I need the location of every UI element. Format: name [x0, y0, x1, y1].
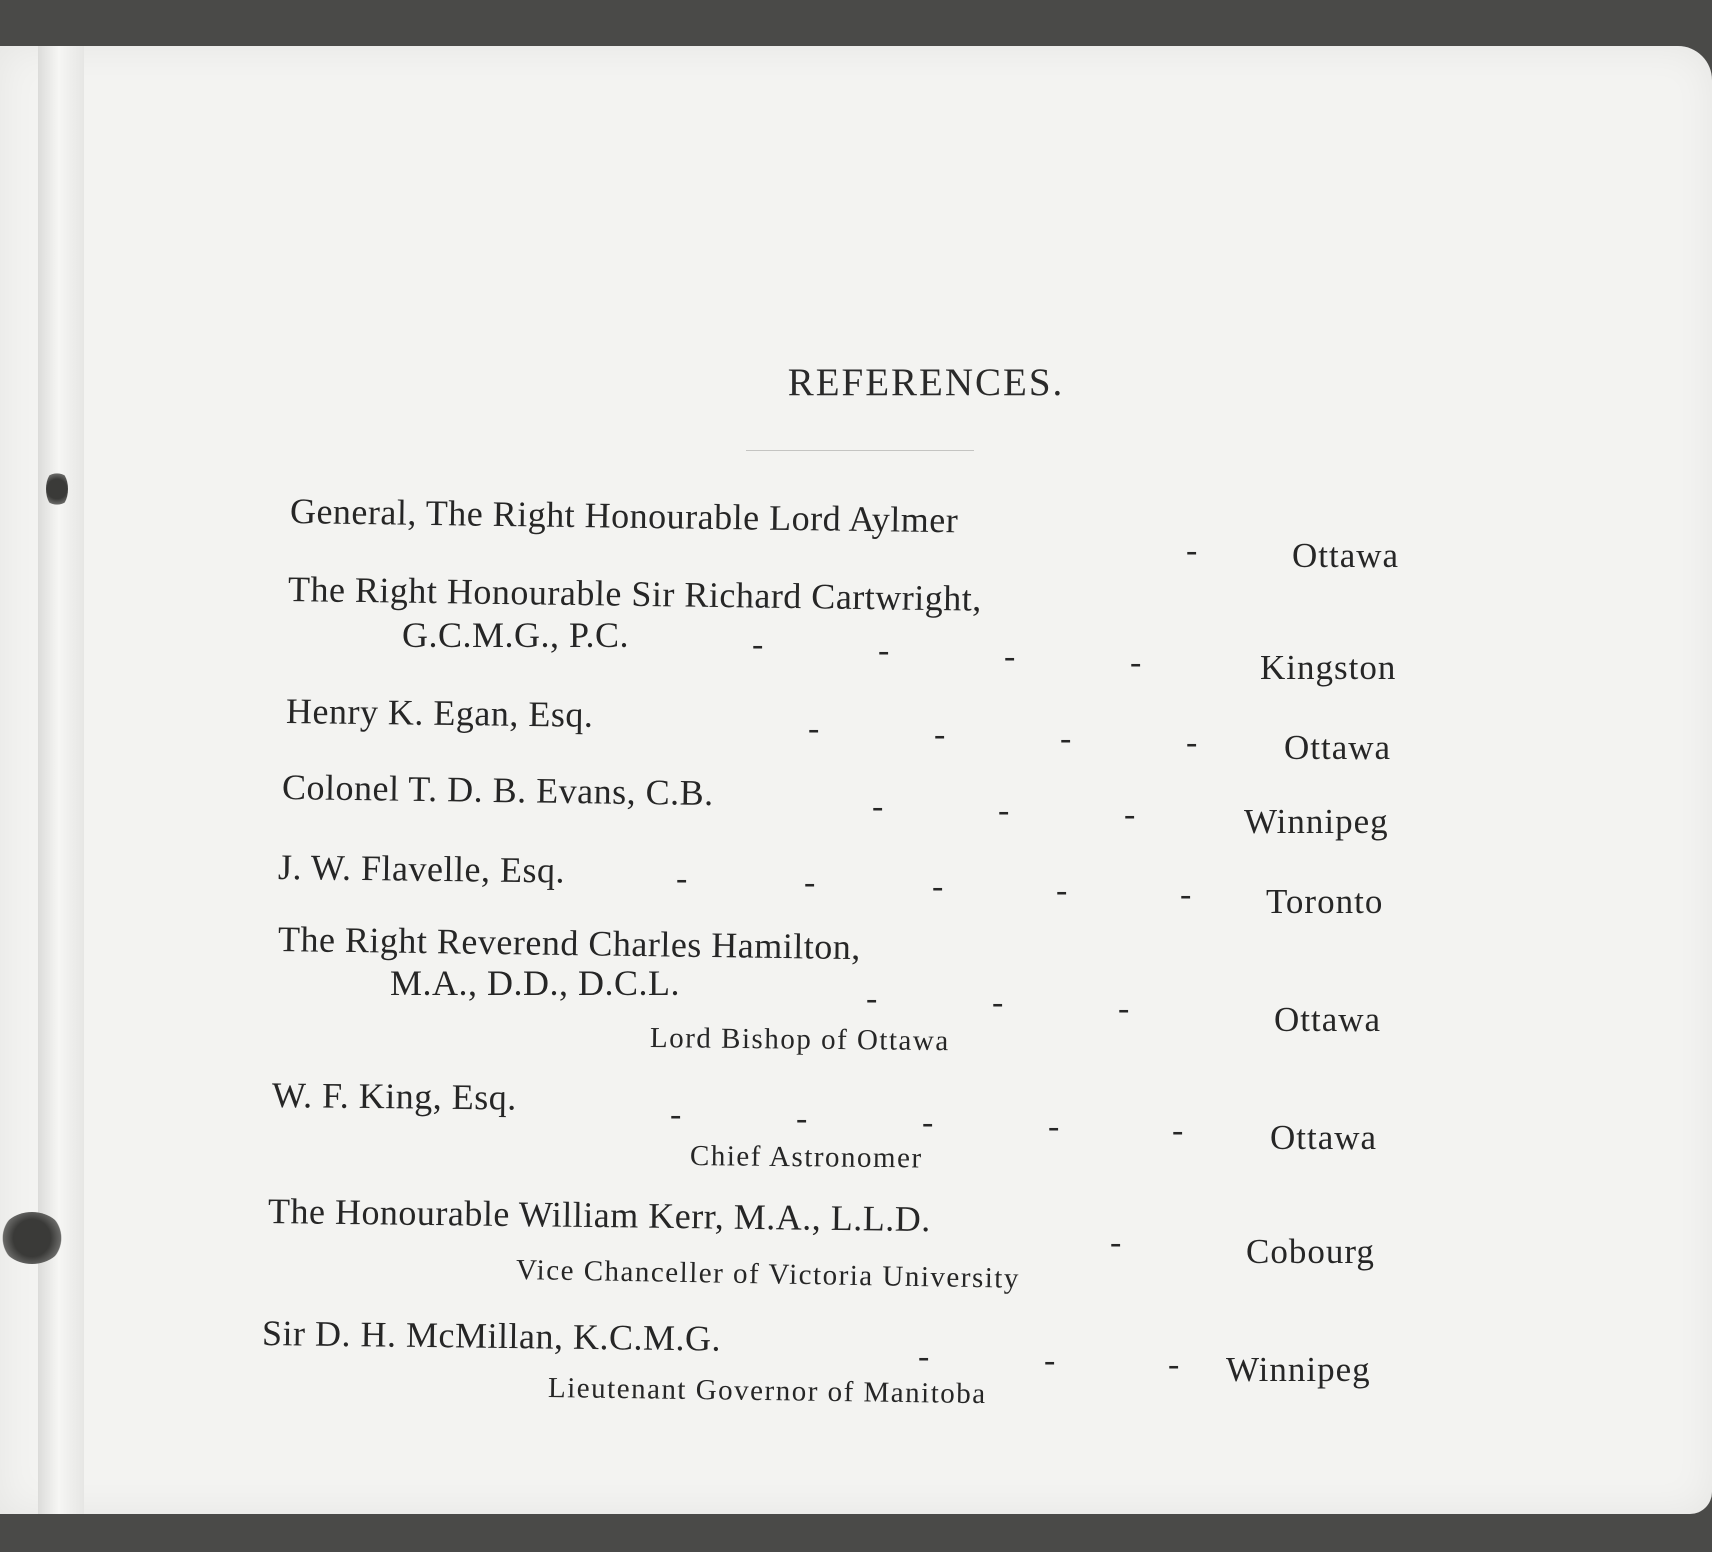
reference-name: J. W. Flavelle, Esq. — [277, 847, 566, 891]
reference-name: General, The Right Honourable Lord Aylmer — [289, 491, 959, 541]
leader-dash: - — [992, 984, 1004, 1021]
reference-name: Henry K. Egan, Esq. — [285, 691, 594, 735]
reference-place: Toronto — [1266, 882, 1384, 921]
leader-dash: - — [1186, 532, 1198, 569]
reference-title: Lord Bishop of Ottawa — [649, 1022, 950, 1058]
leader-dash: - — [752, 626, 764, 663]
reference-name: The Honourable William Kerr, M.A., L.L.D. — [267, 1191, 931, 1240]
leader-dash: - — [796, 1100, 808, 1137]
leader-dash: - — [1060, 720, 1072, 757]
reference-name-continued: G.C.M.G., P.C. — [402, 615, 630, 655]
reference-place: Kingston — [1260, 648, 1397, 687]
leader-dash: - — [1004, 638, 1016, 675]
leader-dash: - — [922, 1104, 934, 1141]
reference-title: Vice Chanceller of Victoria University — [515, 1254, 1021, 1295]
leader-dash: - — [934, 716, 946, 753]
leader-dash: - — [1044, 1342, 1056, 1379]
leader-dash: - — [1124, 796, 1136, 833]
leader-dash: - — [918, 1338, 930, 1375]
leader-dash: - — [804, 864, 816, 901]
reference-place: Ottawa — [1284, 728, 1392, 767]
leader-dash: - — [1186, 724, 1198, 761]
reference-title: Lieutenant Governor of Manitoba — [547, 1372, 987, 1411]
leader-dash: - — [676, 860, 688, 897]
reference-place: Ottawa — [1292, 536, 1400, 575]
leader-dash: - — [872, 788, 884, 825]
leader-dash: - — [1048, 1108, 1060, 1145]
reference-place: Winnipeg — [1244, 802, 1389, 841]
leader-dash: - — [1056, 872, 1068, 909]
reference-place: Cobourg — [1246, 1232, 1375, 1271]
leader-dash: - — [866, 980, 878, 1017]
reference-place: Ottawa — [1270, 1118, 1378, 1157]
leader-dash: - — [1110, 1224, 1122, 1261]
reference-name: Sir D. H. McMillan, K.C.M.G. — [261, 1313, 722, 1359]
reference-name: Colonel T. D. B. Evans, C.B. — [281, 767, 714, 814]
leader-dash: - — [1118, 990, 1130, 1027]
reference-place: Ottawa — [1274, 1000, 1382, 1039]
leader-dash: - — [1168, 1346, 1180, 1383]
leader-dash: - — [878, 632, 890, 669]
leader-dash: - — [1180, 876, 1192, 913]
leader-dash: - — [670, 1096, 682, 1133]
reference-title: Chief Astronomer — [689, 1140, 923, 1175]
leader-dash: - — [932, 868, 944, 905]
reference-name-continued: M.A., D.D., D.C.L. — [390, 963, 681, 1003]
page-title: REFERENCES. — [787, 361, 1065, 404]
leader-dash: - — [1130, 644, 1142, 681]
leader-dash: - — [808, 710, 820, 747]
leader-dash: - — [998, 792, 1010, 829]
reference-name: The Right Reverend Charles Hamilton, — [277, 919, 862, 968]
reference-name: W. F. King, Esq. — [271, 1075, 518, 1118]
leader-dash: - — [1172, 1112, 1184, 1149]
reference-name: The Right Honourable Sir Richard Cartwright, — [287, 569, 983, 619]
reference-place: Winnipeg — [1226, 1350, 1371, 1389]
